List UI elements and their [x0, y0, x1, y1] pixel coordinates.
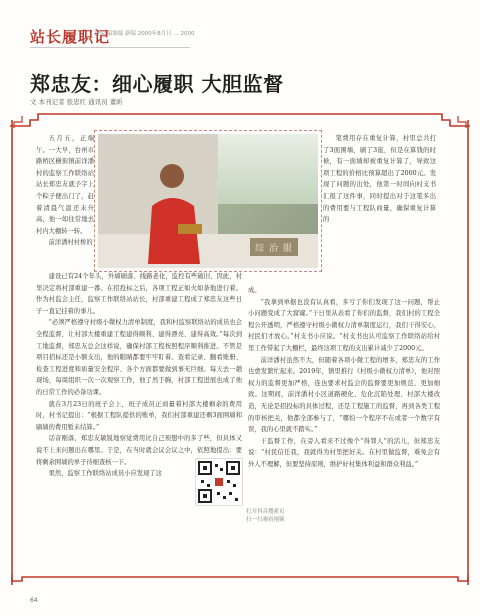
frame-top-ornament: [10, 112, 470, 128]
paragraph: 五月五，正端午。一大早，台州市路桥区横街镇前洋潘村的监察工作联络站站长郑忠友就予字上个粽子便出门了，赶着清晨气温还未升高，他一如往常地去村内大棚转一转。: [36, 135, 94, 235]
frame-bottom-ornament: [10, 575, 470, 585]
paragraph: 前洋潘村村桥的: [48, 239, 93, 247]
frame-left-border: [10, 120, 18, 585]
photo-window: [218, 134, 318, 204]
paragraph: 就在3月23日的班子会上，班子成员正商量着村部大楼剩余的费用时，村书记提出：“根据工程队提供的账单，我们村部重建还剩3面围墙和刷墙的费用暂未结算。”: [36, 400, 242, 431]
qr-caption: [246, 508, 285, 524]
qr-code[interactable]: [195, 458, 243, 506]
paragraph: 建设已有24个年头，外墙刷落、线路老化，监控有些破旧，因此，村里决定将村部重建一番。在招投标之后，各项工程正如火如荼地进行着。作为村监会主任，监察工作联络站站长，村部重建工程成了郑忠友这些日子一直记挂着的事儿。: [36, 273, 242, 315]
paragraph: “我拿到单据也没有认真看，多亏了你们发现了这一问题，帮止小问题变成了大窟窿。”干日里从表看了你们的监督，我们村的工程全程公开透明，严格遵守村级小微权力清单制度运行，我们干得安心，村民们才放心。”村支书小应说。“村支书也认可监察工作联络站给村里工作带起了大栅栏，最终这项工程的支出累计减少了2000元。: [248, 298, 440, 352]
article-headline: 郑忠友：细心履职 大胆监督: [30, 72, 284, 96]
paragraph: “必须严格遵守村级小微权力清单制度，我和村监察联络站的成员也会全程监督，让村部大楼重建工程建得顺利、建得漂亮、建得高效。”每次到工地监督，郑忠友总会这样说，确保村部工程按照程序顺利推进。不管是项目招标还是小额支出，他的眼睛都要牢牢盯着。查看记录、翻看账册、检查工程进度和质量安全程序、各个方面都要做到事无巨细。每天去一趟现场，每周组织一次一次观察工作，他了然于胸，村部工程进展也成了他的日常工作的必备功课。: [36, 319, 242, 396]
paragraph: 成。: [248, 287, 261, 294]
right-main-column: [248, 285, 440, 471]
column-meta: 新编 稿源编 新编 2000年8月日 ... 2000: [94, 31, 195, 37]
paragraph: 话音刚落，郑忠友敏锐地察觉费用比自己预想中的多了些，但具体又说不上来问题出在哪里。于是，在当时就会议会议之中，依照地提出：要将剩余围墙的单子待细查核一下。: [36, 435, 242, 466]
column-title: 站长履职记: [30, 28, 111, 46]
header-rule: [30, 47, 190, 48]
left-narrow-column: [36, 133, 94, 249]
paragraph: 笔费用存在重复计算，村里总共打了3面围墙，刷了3座，但是在算钱的时候，有一面墙却被重复计算了，导致这项工程的价格比预算超出了2000元。发现了问题的出处，他第一时间向村支书汇报了这件事，同时提出对于这笔多出的费用要与工程队商量，确保重复计算的: [323, 135, 436, 224]
paragraph: 果然，监察工作联络站成员小应发现了这: [48, 470, 162, 478]
left-main-column: [36, 271, 242, 480]
paragraph: 干监督工作，在旁人看来不过像个“得罪人”的活儿，但郑忠友说：“村民信任我，我就得为村里把好关。在村里做监督，难免会有外人不理解，但要坚持原则，维护好村集体利益和群众利益。”: [248, 437, 440, 468]
qr-caption-text: 打开抖音搜索页 扫一扫观看视频: [246, 509, 285, 523]
article-byline: 文 本刊记者 张忠红 通讯员 董昕: [30, 98, 123, 106]
person-figure: [138, 154, 208, 264]
page-number: 64: [30, 597, 38, 604]
paragraph: 前洋潘村虽然不大，但随着各项小微工程的增多，郑忠友的工作也愈发繁忙起来。2019年，镇里推行《村级小微权力清单》，他对照权力的监督更加严格，连也要求村监会的监督要更加规范、更加细致。这期间，前洋潘村小区道路硬化、危化沉陷处理、村部大楼改造，无论是招投标的具体过程，还是工程施工的监督，再到各类工程的审核把关，他都全部参与了，“哪怕一个程序不在或者一个数字有误，我的心里就不踏实。”: [248, 356, 440, 434]
right-narrow-column: [323, 133, 436, 226]
frame-right-border: [462, 120, 470, 585]
photo-watermark-stamp: 综 治 服: [250, 238, 298, 256]
